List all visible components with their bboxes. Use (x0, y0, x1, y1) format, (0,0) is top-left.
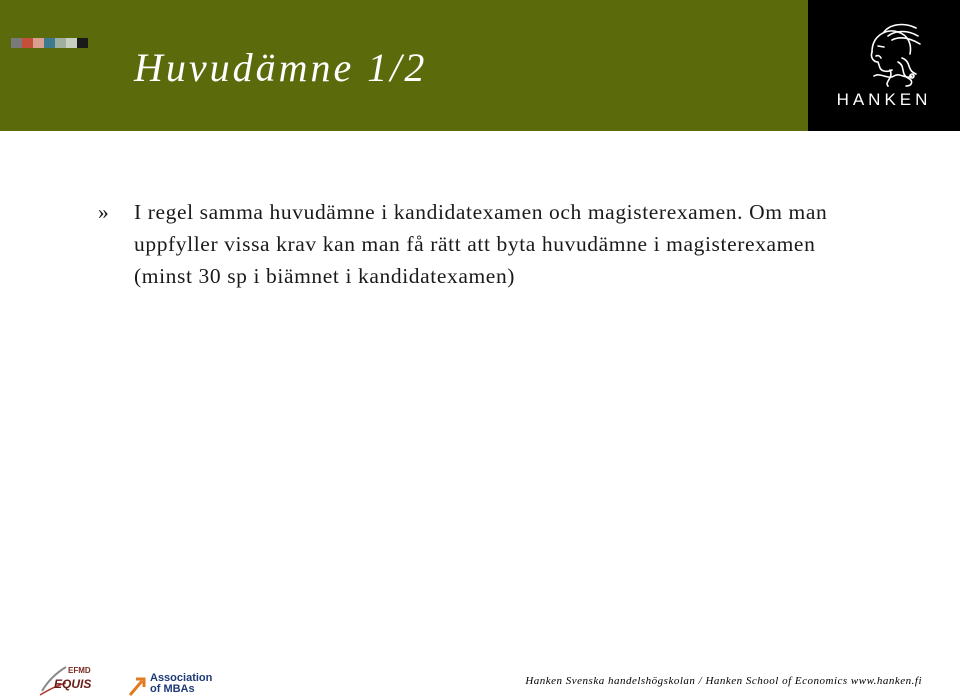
amba-arrow-icon (128, 675, 148, 697)
swatch (33, 38, 44, 48)
swatch (77, 38, 88, 48)
amba-line1: Association (150, 672, 213, 684)
accreditation-logos (38, 663, 238, 699)
swatch (55, 38, 66, 48)
bullet-item (98, 196, 878, 292)
footer-text: Hanken Svenska handelshögskolan / Hanken School of Economics www.hanken.fi (525, 675, 922, 687)
mercury-head-icon (854, 22, 924, 88)
bullet-text: I regel samma huvudämne i kandidatexamen och magisterexamen. Om man uppfyller vissa krav kan man få rätt att byta huvudämne i magisterexamen (minst 30 sp i biämnet i kandidatexamen) (134, 200, 828, 288)
amba-logo (128, 673, 218, 699)
swatch (22, 38, 33, 48)
swatch (11, 38, 22, 48)
slide-title: Huvudämne 1/2 (134, 45, 428, 90)
amba-line2: of MBAs (150, 683, 195, 695)
slide-body (98, 196, 878, 292)
hanken-logo (808, 0, 960, 131)
color-swatches (11, 38, 88, 48)
swatch (44, 38, 55, 48)
equis-efmd-label: EFMD (68, 666, 91, 675)
bullet-marker: » (98, 200, 110, 224)
equis-label: EQUIS (54, 677, 92, 691)
swatch (66, 38, 77, 48)
logo-wordmark: HANKEN (836, 90, 932, 109)
equis-logo (38, 663, 98, 699)
amba-label (150, 673, 212, 695)
title-bar (0, 0, 808, 131)
